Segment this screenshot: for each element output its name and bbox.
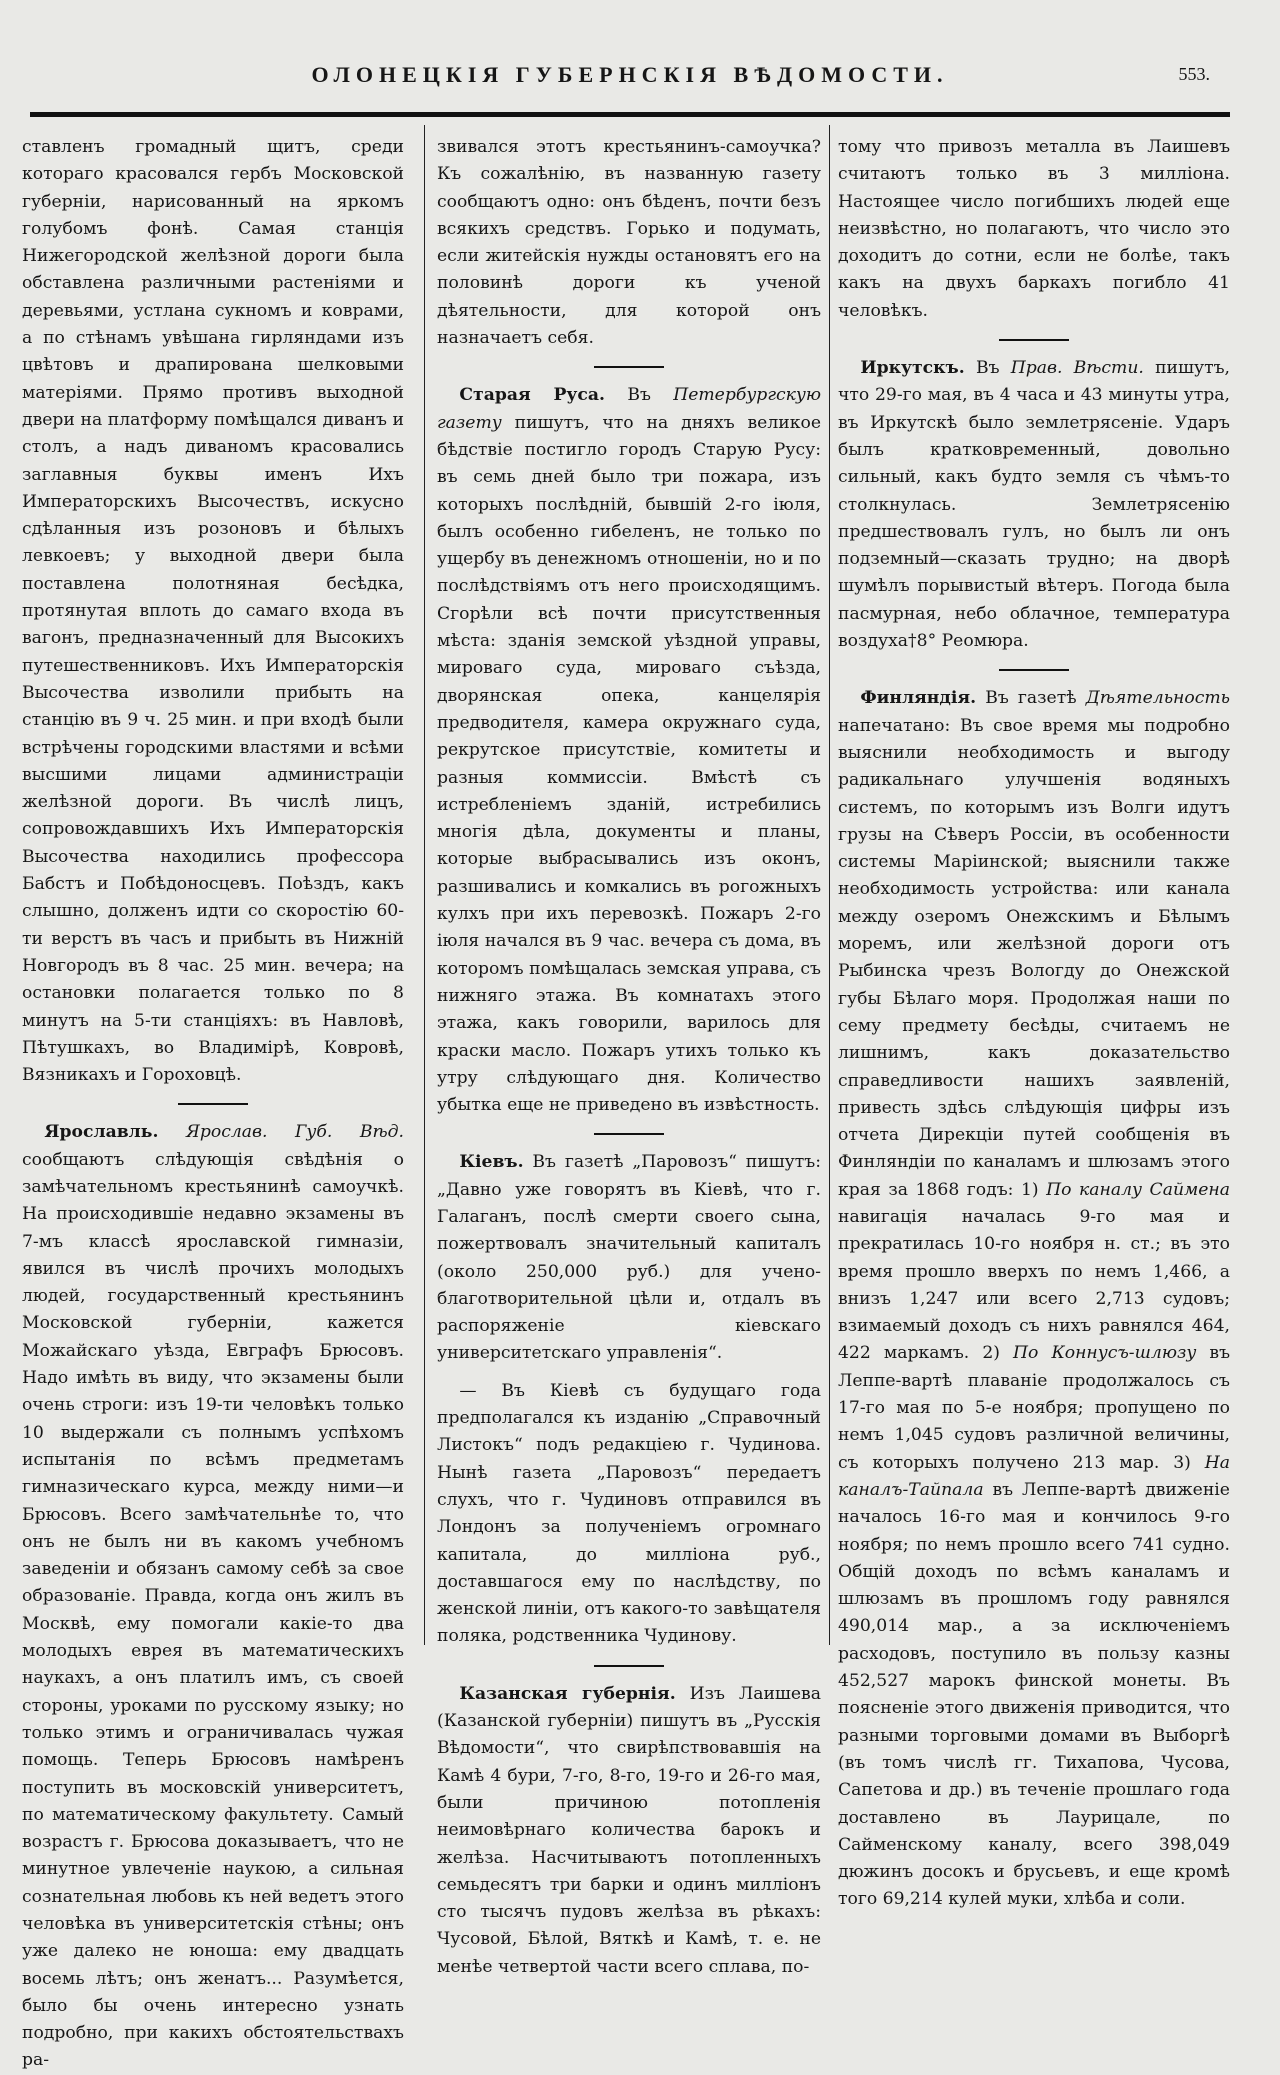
- place-heading: Иркутскъ.: [860, 358, 965, 379]
- article-text: навигація началась 9-го мая и прекратилась 10-го ноября н. ст.; въ это время прошло вверхъ по немъ 1,466, а внизъ 1,247 или всего 2,713 судовъ; взимаемый доходъ съ нихъ равнялся 464, 422 маркамъ. 2): [838, 1206, 1230, 1364]
- column-divider: [829, 125, 830, 1645]
- article-kiev: [437, 1149, 821, 1367]
- article-text: въ Леппе-вартѣ плаваніе продолжалось съ 17-го мая по 5-е ноября; пропущено по немъ 1,045 судовъ различной величины, съ которыхъ получено 213 мар. 3): [838, 1343, 1231, 1473]
- section-separator: [594, 1665, 664, 1667]
- article-kazan: [437, 1681, 821, 1981]
- place-heading: Ярославль.: [44, 1122, 159, 1143]
- article-text: Въ газетѣ „Паровозъ“ пишутъ: „Давно уже говорятъ въ Кіевѣ, что г. Галаганъ, послѣ смерти своего сына, пожертвовалъ значительный капиталъ (около 250,000 руб.) для учено-благотворительной цѣли и, отдалъ въ распоряженіе кіевскаго университетскаго управленія“.: [437, 1152, 821, 1364]
- article-text: напечатано: Въ свое время мы подробно выяснили необходимость и выгоду радикальнаго улучшенія водяныхъ системъ, по которымъ изъ Волги идутъ грузы на Сѣверъ Россіи, въ особенности системы Маріинской; выяснили также необходимость устройства: или канала между озеромъ Онежскимъ и Бѣлымъ моремъ, или желѣзной дороги отъ Рыбинска чрезъ Вологду до Онежской губы Бѣлаго моря. Продолжая наши по сему предмету бесѣды, считаемъ не лишнимъ, какъ доказательство справедливости нашихъ заявленій, привесть здѣсь слѣдующія цифры изъ отчета Дирекціи путей сообщенія въ Финляндіи по каналамъ и шлюзамъ этого края за 1868 годъ: 1): [838, 715, 1230, 1200]
- article-text: сообщаютъ слѣдующія свѣдѣнія о замѣчательномъ крестьянинѣ самоучкѣ. На происходившіе недавно экзамены въ 7-мъ классѣ ярославской гимназіи, явился въ числѣ прочихъ молодыхъ людей, государственный крестьянинъ Московской губерніи, кажется Можайскаго уѣзда, Евграфъ Брюсовъ. Надо имѣть въ виду, что экзамены были очень строги: изъ 19-ти человѣкъ только 10 выдержали съ полнымъ успѣхомъ испытанія по всѣмъ предметамъ гимназическаго курса, между ними—и Брюсовъ. Всего замѣчательнѣе то, что онъ не былъ ни въ какомъ учебномъ заведеніи и обязанъ самому себѣ за свое образованіе. Правда, когда онъ жилъ въ Москвѣ, ему помогали какіе-то два молодыхъ еврея въ математическихъ наукахъ, а онъ платилъ имъ, съ своей стороны, уроками по русскому языку; но только этимъ и ограничивалась чужая помощь. Теперь Брюсовъ намѣренъ поступить въ московскій университетъ, по математическому факультету. Самый возрастъ г. Брюсова доказываетъ, что не минутное увлеченіе наукою, а сильная сознательная любовь къ ней ведетъ этого человѣка въ университетскія стѣны; онъ уже далеко не юноша: ему двадцать восемь лѣтъ; онъ женатъ... Разумѣется, было бы очень интересно узнать подробно, при какихъ обстоятельствахъ ра-: [22, 1149, 404, 2071]
- place-heading: Казанская губернія.: [459, 1683, 676, 1704]
- article-staraya-russa: [437, 382, 821, 1119]
- masthead: [30, 58, 1230, 98]
- article-text: Въ: [975, 358, 1000, 379]
- article-text: пишутъ, что 29-го мая, въ 4 часа и 43 минуты утра, въ Иркутскѣ было землетрясеніе. Ударъ былъ кратковременный, довольно сильный, какъ будто земля съ чѣмъ-то столкнулась. Землетрясенію предшествовалъ гулъ, но былъ ли онъ подземный—сказать трудно; на дворѣ шумѣлъ порывистый вѣтеръ. Погода была пасмурная, небо облачное, температура воздуха†8° Реомюра.: [838, 358, 1230, 652]
- canal-name: По каналу Саймена: [1046, 1179, 1230, 1200]
- section-separator: [594, 366, 664, 368]
- source-name: Петербургскую газету: [437, 385, 821, 433]
- place-heading: Кіевъ.: [459, 1152, 524, 1173]
- section-separator: [594, 1133, 664, 1135]
- article-yaroslavl: [22, 1119, 404, 2074]
- newspaper-title: ОЛОНЕЦКІЯ ГУБЕРНСКІЯ ВѢДОМОСТИ.: [311, 62, 949, 87]
- canal-name: По Коннусъ-шлюзу: [1013, 1343, 1197, 1364]
- place-heading: Финляндія.: [860, 688, 977, 709]
- source-name: Дѣятельность: [1085, 688, 1231, 709]
- article-irkutsk: [838, 355, 1230, 655]
- article-text: пишутъ, что на дняхъ великое бѣдствіе постигло городъ Старую Русу: въ семь дней было три пожара, изъ которыхъ послѣдній, бывшій 2-го іюля, былъ особенно гибеленъ, не только по ущербу въ денежномъ отношеніи, но и по послѣдствіямъ отъ него происходящимъ. Сгорѣли всѣ почти присутственныя мѣста: зданія земской уѣздной управы, мироваго суда, мироваго съѣзда, дворянская опека, канцелярія предводителя, камера окружнаго суда, рекрутское присутствіе, комитеты и разныя коммиссіи. Вмѣстѣ съ истребленіемъ зданій, истребились многія дѣла, документы и планы, которые выбрасывались изъ оконъ, разшивались и комкались въ рогожныхъ кулхъ при ихъ перевозкѣ. Пожаръ 2-го іюля начался въ 9 час. вечера съ дома, въ которомъ помѣщалась земская управа, съ нижняго этажа. Въ комнатахъ этого этажа, какъ говорили, варилось для краски масло. Пожаръ утихъ только къ утру слѣдующаго дня. Количество убытка еще не приведено въ извѣстность.: [437, 412, 821, 1116]
- article-continuation: ставленъ громадный щитъ, среди котораго красовался гербъ Московской губерніи, нарисованный на яркомъ голубомъ фонѣ. Самая станція Нижегородской желѣзной дороги была обставлена различными растеніями и деревьями, устлана сукномъ и коврами, а по стѣнамъ увѣшана гирляндами изъ цвѣтовъ и драпирована шелковыми матеріями. Прямо противъ выходной двери на платформу помѣщался диванъ и столъ, а надъ диваномъ красовались заглавныя буквы именъ Ихъ Императорскихъ Высочествъ, искусно сдѣланныя изъ розоновъ и бѣлыхъ левкоевъ; у выходной двери была поставлена полотняная бесѣдка, протянутая вплоть до самаго входа въ вагонъ, предназначенный для Высокихъ путешественниковъ. Ихъ Императорскія Высочества изволили прибыть на станцію въ 9 ч. 25 мин. и при входѣ были встрѣчены городскими властями и всѣми высшими лицами администраціи желѣзной дороги. Въ числѣ лицъ, сопровождавшихъ Ихъ Императорскія Высочества находились профессора Бабстъ и Побѣдоносцевъ. Поѣздъ, какъ слышно, долженъ идти со скоростію 60-ти верстъ въ часъ и прибыть въ Нижній Новгородъ въ 8 час. 25 мин. вечера; на остановки полагается только по 8 минутъ на 5-ти станціяхъ: въ Навловѣ, Пѣтушкахъ, во Владимірѣ, Ковровѣ, Вязникахъ и Гороховцѣ.: [22, 137, 404, 1086]
- article-text: въ Леппе-вартѣ движеніе началось 16-го мая и кончилось 9-го ноября; по немъ прошло всего 741 судно. Общій доходъ по всѣмъ каналамъ и шлюзамъ въ прошломъ году равнялся 490,014 мар., а за исключеніемъ расходовъ, поступило въ пользу казны 452,527 марокъ финской монеты. Въ поясненіе этого движенія приводится, что разными торговыми домами въ Выборгѣ (въ томъ числѣ гг. Тихапова, Чусова, Сапетова и др.) въ теченіе прошлаго года доставлено въ Лаурицале, по Сайменскому каналу, всего 398,049 дюжинъ досокъ и брусьевъ, и еще кромѣ того 69,214 кулей муки, хлѣба и соли.: [838, 1479, 1230, 1910]
- article-kiev-note: — Въ Кіевѣ съ будущаго года предполагался къ изданію „Справочный Листокъ“ подъ редакціею г. Чудинова. Нынѣ газета „Паровозъ“ передаетъ слухъ, что г. Чудиновъ отправился въ Лондонъ за полученіемъ огромнаго капитала, до милліона руб., доставшагося ему по наслѣдству, по женской линіи, отъ какого-то завѣщателя поляка, родственника Чудинову.: [437, 1380, 821, 1647]
- canal-name: На каналъ-Тайпала: [838, 1452, 1230, 1500]
- article-finland: [838, 685, 1230, 1913]
- page-number: 553.: [1178, 64, 1210, 84]
- source-name: Прав. Вѣсти.: [1010, 358, 1144, 379]
- article-text: Изъ Лаишева (Казанской губерніи) пишутъ въ „Русскія Вѣдомости“, что свирѣпствовавшія на Камѣ 4 бури, 7-го, 8-го, 19-го и 26-го мая, были причиною потопленія неимовѣрнаго количества барокъ и желѣза. Насчитываютъ потопленныхъ семьдесятъ три барки и одинъ милліонъ сто тысячъ пудовъ желѣза въ рѣкахъ: Чусовой, Бѣлой, Вяткѣ и Камѣ, т. е. не менѣе четвертой части всего сплава, по-: [437, 1683, 821, 1977]
- section-separator: [999, 339, 1069, 341]
- article-continuation: звивался этотъ крестьянинъ-самоучка? Къ сожалѣнію, въ названную газету сообщаютъ одно: онъ бѣденъ, почти безъ всякихъ средствъ. Горько и подумать, если житейскія нужды остановятъ его на половинѣ дороги къ ученой дѣятельности, для которой онъ назначаетъ себя.: [437, 137, 821, 349]
- article-text: Въ: [627, 385, 651, 406]
- section-separator: [999, 669, 1069, 671]
- column-3: [838, 134, 1230, 1914]
- article-continuation: тому что привозъ металла въ Лаишевъ считаютъ только въ 3 милліона. Настоящее число погибшихъ людей еще неизвѣстно, но полагаютъ, что число это доходитъ до сотни, если не болѣе, такъ какъ на двухъ баркахъ погибло 41 человѣкъ.: [838, 137, 1230, 321]
- source-name: Ярослав. Губ. Вѣд.: [185, 1122, 404, 1143]
- column-1: [22, 134, 404, 2075]
- column-divider: [424, 125, 425, 1645]
- column-2: [437, 134, 821, 1981]
- section-separator: [178, 1103, 248, 1105]
- header-rule: [30, 112, 1230, 117]
- article-text: Въ газетѣ: [985, 688, 1077, 709]
- place-heading: Старая Руса.: [459, 385, 606, 406]
